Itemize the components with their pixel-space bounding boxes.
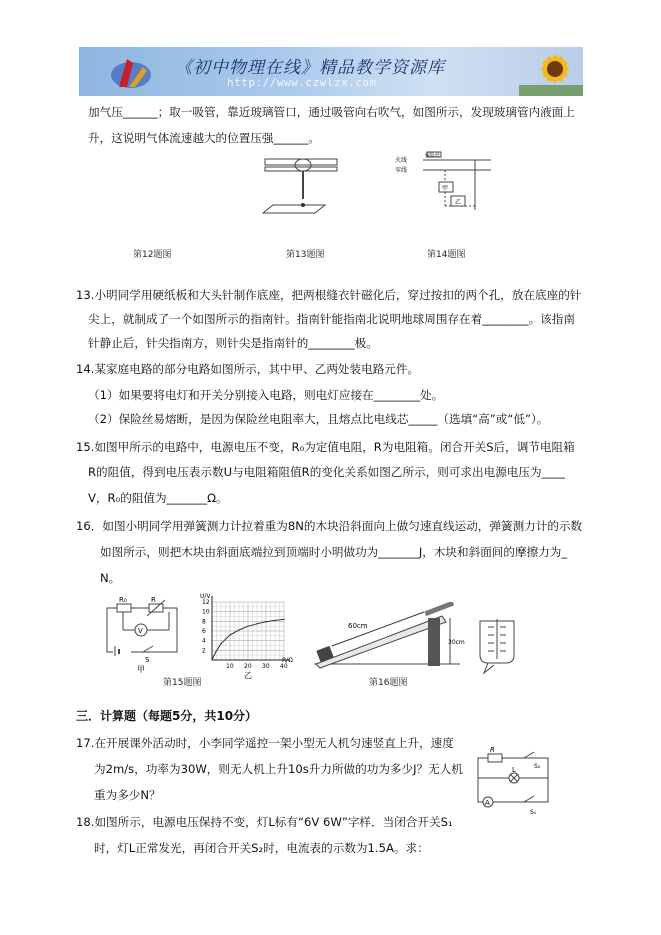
chart-point [238, 629, 239, 630]
chart-ytick-label: 10 [202, 608, 210, 616]
q12-text-line1: 加气压______；取一吸管，靠近玻璃管口，通过吸管向右吹气，如图所示，发现玻璃管内液面上 [88, 105, 575, 119]
chart-point [256, 623, 257, 624]
fig14-house-circuit [395, 150, 495, 215]
caption-fig14: 第14题图 [427, 250, 466, 260]
section3-title: 三．计算题（每题5分，共10分） [76, 709, 258, 723]
fig15-label-jia: 甲 [137, 665, 145, 674]
chart-xtick-label: 10 [226, 663, 234, 670]
caption-fig15: 第15题图 [163, 678, 202, 688]
chart-point [220, 643, 221, 644]
chart-point [215, 652, 216, 653]
q15-line2: R的阻值，得到电压表示数U与电阻箱阻值R的变化关系如图乙所示，则可求出电源电压为____ [88, 465, 565, 479]
caption-fig16: 第16题图 [369, 678, 408, 688]
fig18-label-a: A [485, 799, 490, 807]
q17-line1: 17.在开展课外活动时，小李同学遥控一架小型无人机匀速竖直上升，速度 [76, 736, 454, 750]
chart-ytick-label: 2 [202, 647, 206, 655]
chart-xlabel: R/Ω [282, 657, 293, 664]
chart-ytick-label: 12 [202, 599, 210, 606]
q16-line2: 如图所示，则把木块由斜面底端拉到顶端时小明做功为_______J，木块和斜面间的摩擦力为_ [100, 545, 568, 559]
q13-line2: 尖上，就制成了一个如图所示的指南针。指南针能指南北说明地球周围存在着________。该指南 [88, 312, 575, 326]
q18-line1: 18.如图所示，电源电压保持不变，灯L标有“6V 6W”字样．当闭合开关S₁ [76, 815, 453, 829]
logo-icon [107, 53, 155, 91]
header-banner [79, 47, 583, 96]
fig12-tube-diagram [255, 153, 345, 215]
chart-ytick-label: 8 [202, 618, 206, 626]
q14-line3: （2）保险丝易熔断，是因为保险丝电阻率大，且熔点比电线芯_____（选填“高”或“低”）。 [88, 412, 549, 426]
q17-line2: 为2m/s，功率为30W，则无人机上升10s升力所做的功为多少J？无人机 [94, 762, 463, 776]
sunflower-image [519, 47, 583, 96]
chart-ytick-label: 4 [202, 637, 206, 645]
fig14-label-yi: 乙 [455, 199, 462, 206]
chart-xtick-label: 30 [262, 663, 270, 670]
q14-line1: 14.某家庭电路的部分电路如图所示，其中甲、乙两处装电路元件。 [76, 362, 420, 376]
fig16-incline [312, 602, 466, 670]
q17-line3: 重为多少N？ [94, 788, 161, 802]
fig18-label-l: L [512, 766, 516, 774]
fig18-label-r: R [490, 746, 495, 754]
banner-url: http://www.czwlzx.com [227, 76, 377, 89]
chart-ylabel: U/V [200, 593, 211, 600]
fig18-label-s2: S₂ [534, 763, 541, 770]
fig14-label-fuse: 保险丝 [425, 153, 441, 159]
chart-point [247, 626, 248, 627]
chart-ytick-label: 6 [202, 628, 206, 635]
q12-text-line2: 升，这说明气体流速越大的位置压强______。 [88, 131, 320, 145]
q18-line2: 时，灯L正常发光，再闭合开关S₂时，电流表的示数为1.5A。求： [94, 841, 429, 855]
caption-fig12: 第12题图 [133, 250, 172, 260]
fig18-label-s1: S₁ [530, 809, 537, 816]
fig15-label-s: S [145, 656, 150, 664]
fig15-label-r0: R₀ [119, 596, 127, 604]
q14-line2: （1）如果要将电灯和开关分别接入电路，则电灯应接在________处。 [88, 388, 444, 402]
chart-point [274, 620, 275, 621]
fig14-label-fire: 火线 [395, 157, 408, 164]
fig16-label-60cm: 60cm [348, 622, 368, 630]
fig18-circuit [470, 744, 554, 816]
q16-line3: N。 [100, 571, 121, 585]
q13-line1: 13.小明同学用硬纸板和大头针制作底座，把两根缝衣针磁化后，穿过按扣的两个孔，放在底座的针 [76, 288, 582, 302]
chart-xtick-label: 40 [280, 663, 288, 670]
q15-line3: V，R₀的阻值为_______Ω。 [88, 491, 228, 505]
chart-point [265, 621, 266, 622]
banner-title: 《初中物理在线》精品教学资源库 [175, 58, 445, 78]
q13-line3: 针静止后，针尖指南方，则针尖是指南针的________极。 [88, 336, 378, 350]
spring-scale-icon [474, 615, 520, 677]
fig16-label-30cm: 30cm [448, 639, 465, 646]
chart-point [283, 619, 284, 620]
fig15-label-v: V [138, 627, 143, 635]
fig15-graph-yi [198, 590, 304, 680]
fig15-label-r: R [151, 596, 156, 604]
fig14-label-jia: 甲 [442, 185, 449, 192]
chart-xtick-label: 20 [244, 663, 252, 670]
q15-line1: 15.如图甲所示的电路中，电源电压不变，R₀为定值电阻，R为电阻箱。闭合开关S后，调节电阻箱 [76, 440, 575, 454]
fig15-circuit-jia [103, 596, 183, 674]
chart-point [211, 659, 212, 660]
caption-fig13: 第13题图 [286, 250, 325, 260]
chart-point [229, 634, 230, 635]
fig14-label-zero: 零线 [395, 167, 408, 174]
q16-line1: 16．如图小明同学用弹簧测力计拉着重为8N的木块沿斜面向上做匀速直线运动，弹簧测力计的示数 [76, 519, 583, 533]
fig15-graph-label-yi: 乙 [244, 671, 252, 680]
